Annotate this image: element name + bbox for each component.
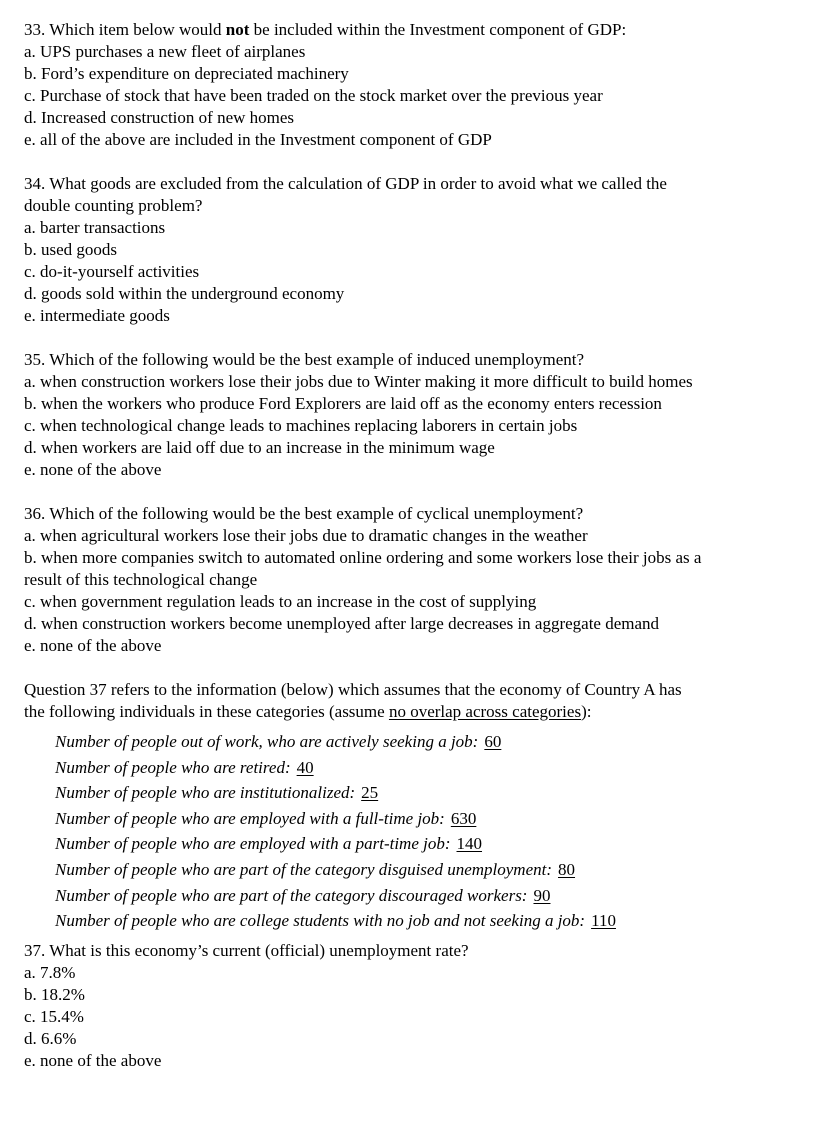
category-label: Number of people who are institutionalized:	[55, 783, 356, 803]
category-value: 60	[484, 732, 502, 751]
category-row	[55, 857, 814, 883]
underlined-no-overlap: no overlap across categories	[388, 702, 582, 721]
category-label: Number of people who are retired:	[55, 757, 291, 777]
category-value: 630	[450, 808, 477, 828]
category-label: Number of people who are employed with a full-time job:	[55, 808, 445, 828]
question-37-intro	[24, 679, 814, 723]
category-row	[55, 780, 814, 806]
option-34b: b. used goods	[24, 240, 118, 259]
option-36d: d. when construction workers become unemployed after large decreases in aggregate demand	[24, 614, 660, 633]
option-35a: a. when construction workers lose their jobs due to Winter making it more difficult to build homes	[24, 372, 693, 391]
category-value: 90	[533, 885, 551, 905]
option-35e: e. none of the above	[24, 460, 162, 479]
question-34-stem-line2: double counting problem?	[24, 196, 203, 215]
option-33b: b. Ford’s expenditure on depreciated machinery	[24, 64, 349, 83]
category-label: Number of people who are part of the category discouraged workers:	[55, 885, 528, 905]
intro-line2: the following individuals in these categories (assume no overlap across categories):	[24, 702, 592, 721]
option-35d: d. when workers are laid off due to an increase in the minimum wage	[24, 438, 495, 457]
question-34	[24, 173, 814, 327]
category-row	[55, 883, 814, 909]
option-36c: c. when government regulation leads to an increase in the cost of supplying	[24, 592, 537, 611]
category-label: Number of people who are part of the category disguised unemployment:	[55, 859, 553, 879]
category-label: Number of people who are college students with no job and not seeking a job:	[55, 911, 586, 931]
category-label: Number of people out of work, who are actively seeking a job:	[55, 732, 479, 751]
category-value: 110	[591, 911, 616, 931]
document-page	[24, 19, 814, 1072]
option-33d: d. Increased construction of new homes	[24, 108, 295, 127]
question-33-stem: 33. Which item below would not be included within the Investment component of GDP:	[24, 20, 627, 39]
option-33c: c. Purchase of stock that have been traded on the stock market over the previous year	[24, 86, 603, 105]
option-34c: c. do-it-yourself activities	[24, 262, 200, 281]
question-36	[24, 503, 814, 657]
category-row	[55, 755, 814, 781]
category-value: 25	[361, 783, 379, 803]
category-row	[55, 908, 814, 934]
category-row	[55, 806, 814, 832]
option-37a: a. 7.8%	[24, 962, 76, 982]
category-row	[55, 729, 814, 755]
option-34e: e. intermediate goods	[24, 306, 170, 325]
option-37b: b. 18.2%	[24, 984, 85, 1004]
question-37-stem: 37. What is this economy’s current (official) unemployment rate?	[24, 940, 469, 960]
option-35c: c. when technological change leads to machines replacing laborers in certain jobs	[24, 416, 578, 435]
option-36a: a. when agricultural workers lose their jobs due to dramatic changes in the weather	[24, 526, 588, 545]
option-36e: e. none of the above	[24, 636, 162, 655]
category-value: 140	[456, 834, 483, 854]
option-35b: b. when the workers who produce Ford Explorers are laid off as the economy enters recession	[24, 394, 662, 413]
question-37	[24, 940, 814, 1072]
intro-line1: Question 37 refers to the information (below) which assumes that the economy of Country A has	[24, 680, 682, 699]
question-35	[24, 349, 814, 481]
category-row	[55, 831, 814, 857]
question-34-stem-line1: 34. What goods are excluded from the calculation of GDP in order to avoid what we called the	[24, 174, 667, 193]
option-36b-line1: b. when more companies switch to automated online ordering and some workers lose their jobs as a	[24, 548, 702, 567]
category-value: 80	[558, 859, 576, 879]
category-label: Number of people who are employed with a part-time job:	[55, 834, 451, 854]
category-value: 40	[296, 757, 314, 777]
category-list	[24, 729, 814, 934]
question-33	[24, 19, 814, 151]
option-33a: a. UPS purchases a new fleet of airplanes	[24, 42, 306, 61]
option-37c: c. 15.4%	[24, 1006, 84, 1026]
option-34d: d. goods sold within the underground economy	[24, 284, 345, 303]
question-35-stem: 35. Which of the following would be the best example of induced unemployment?	[24, 350, 585, 369]
option-37d: d. 6.6%	[24, 1028, 77, 1048]
option-33e: e. all of the above are included in the Investment component of GDP	[24, 130, 492, 149]
option-36b-line2: result of this technological change	[24, 570, 258, 589]
emphasis-not: not	[225, 20, 250, 39]
option-37e: e. none of the above	[24, 1050, 162, 1070]
question-36-stem: 36. Which of the following would be the best example of cyclical unemployment?	[24, 504, 584, 523]
option-34a: a. barter transactions	[24, 218, 166, 237]
